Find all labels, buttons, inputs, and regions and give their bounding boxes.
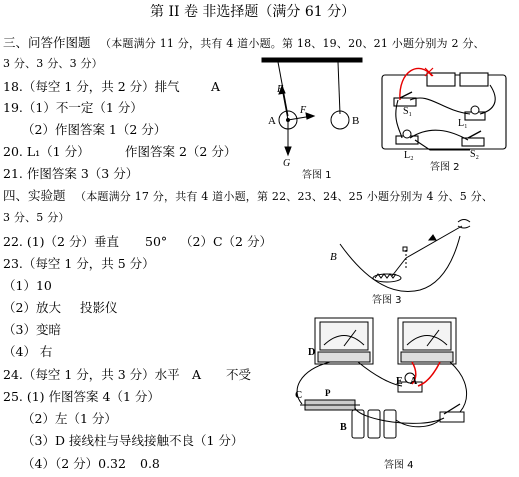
q22-angle: 50° xyxy=(145,234,168,249)
q21-text: 21. 作图答案 3（3 分） xyxy=(3,166,139,181)
page-title: 第 II 卷 非选择题（满分 61 分） xyxy=(150,4,356,20)
fig1-label-B: B xyxy=(352,115,360,127)
q25-a2: （2）左（1 分） xyxy=(22,411,117,426)
q25-a4: （4）（2 分）0.32 xyxy=(22,456,126,471)
q20-left: 20. L₁（1 分） xyxy=(3,144,90,159)
fig4-label-B: B xyxy=(340,422,347,433)
fig2-label-L1: L₁ xyxy=(458,118,468,129)
q23-a3: （3）变暗 xyxy=(3,322,61,337)
q24-ans1: A xyxy=(192,367,202,382)
fig2-label-L2: L₂ xyxy=(404,150,414,161)
fig3-caption: 答图 3 xyxy=(372,295,402,306)
section4-heading: 四、实验题 xyxy=(3,188,66,203)
q22-part1: 22. (1)（2 分）垂直 xyxy=(3,234,119,249)
section4-note-cont: 3 分、5 分） xyxy=(3,211,70,224)
section3-note-cont: 3 分、3 分、3 分） xyxy=(3,57,103,70)
section3-note: （本题满分 11 分，共有 4 道小题。第 18、19、20、21 小题分别为 2 分、 xyxy=(100,37,485,50)
q23-a2: （2）放大 xyxy=(3,300,61,315)
q25-a1: 25. (1) 作图答案 4（1 分） xyxy=(3,389,160,404)
fig4-label-D: D xyxy=(308,347,316,358)
q18-answer: A xyxy=(211,79,221,94)
q19-line2: （2）作图答案 1（2 分） xyxy=(22,122,167,137)
q20-right: 作图答案 2（2 分） xyxy=(125,144,237,159)
fig1-label-A: A xyxy=(268,115,276,127)
fig1-caption: 答图 1 xyxy=(302,170,332,181)
fig4-label-C: C xyxy=(295,390,303,401)
fig2-label-S2: S₂ xyxy=(470,149,480,160)
q24-ans2: 不受 xyxy=(226,367,252,382)
section3-heading: 三、问答作图题 xyxy=(3,35,91,50)
fig4-label-E: E xyxy=(396,376,403,387)
fig1-label-F2: F xyxy=(300,105,307,116)
q23-a2b: 投影仪 xyxy=(80,300,118,315)
section4-note: （本题满分 17 分，共有 4 道小题，第 22、23、24、25 小题分别为 4 分、5 分、 xyxy=(75,190,494,203)
fig2-caption: 答图 2 xyxy=(430,162,460,173)
fig1-label-F1: F xyxy=(277,84,284,95)
q22-part2: （2）C（2 分） xyxy=(180,234,272,249)
q25-a4b: 0.8 xyxy=(140,456,160,471)
fig1-label-G: G xyxy=(283,158,291,169)
q23-a4: （4） 右 xyxy=(3,344,53,359)
q19-line1: 19.（1）不一定（1 分） xyxy=(3,100,143,115)
fig4-label-A: A xyxy=(410,376,418,387)
q23-a1: （1）10 xyxy=(3,278,52,293)
q24-head: 24.（每空 1 分，共 3 分）水平 xyxy=(3,367,180,382)
q18-label: 18.（每空 1 分，共 2 分）排气 xyxy=(3,79,180,94)
fig2-label-S1: S₁ xyxy=(403,106,413,117)
fig4-label-P: P xyxy=(325,388,331,398)
q25-a3: （3）D 接线柱与导线接触不良（1 分） xyxy=(22,433,244,448)
fig4-caption: 答图 4 xyxy=(384,460,414,471)
q23-head: 23.（每空 1 分，共 5 分） xyxy=(3,256,155,271)
fig3-label-B: B xyxy=(330,251,337,263)
